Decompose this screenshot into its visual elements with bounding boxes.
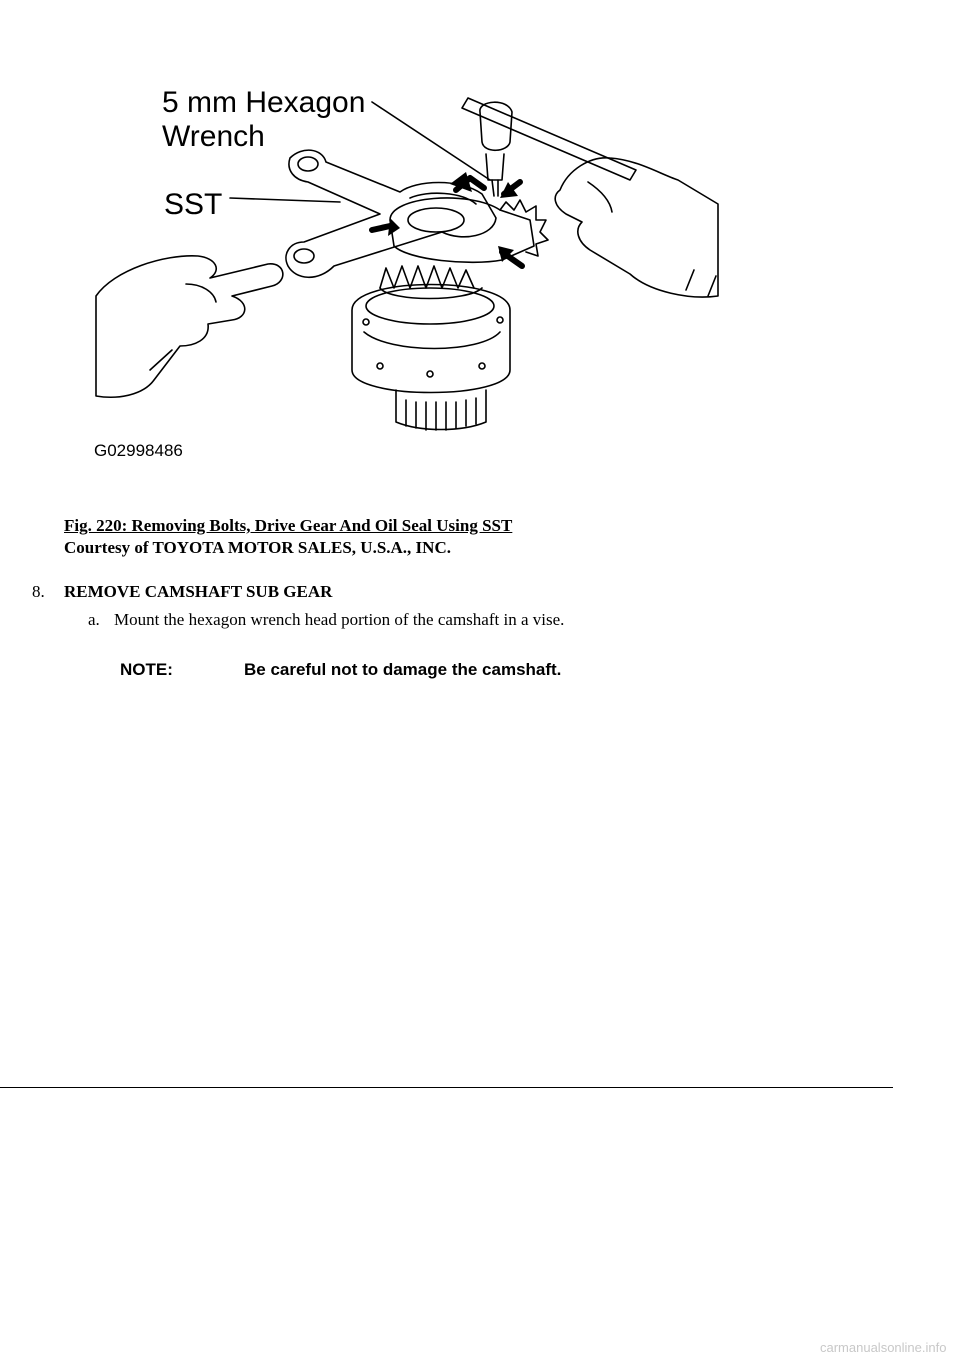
substep-text: Mount the hexagon wrench head portion of the camshaft in a vise. xyxy=(114,610,565,629)
gear-teeth xyxy=(380,266,474,288)
wrench-handle xyxy=(462,98,636,180)
procedure-substep xyxy=(88,610,564,630)
site-watermark: carmanualsonline.info xyxy=(820,1340,947,1355)
figure-caption: Fig. 220: Removing Bolts, Drive Gear And Oil Seal Using SST xyxy=(64,516,513,535)
hex-wrench-label-line2: Wrench xyxy=(162,120,265,153)
hex-wrench-leader xyxy=(372,102,490,180)
arrow-3 xyxy=(372,226,390,230)
substep-letter: a. xyxy=(88,610,100,629)
step-number: 8. xyxy=(32,582,45,601)
figure-code: G02998486 xyxy=(94,441,183,460)
right-hand xyxy=(555,158,718,297)
note-text: Be careful not to damage the camshaft. xyxy=(244,660,562,679)
left-hand xyxy=(96,256,283,397)
sst-leader xyxy=(230,198,340,202)
step-title: REMOVE CAMSHAFT SUB GEAR xyxy=(64,582,333,601)
procedure-step xyxy=(32,582,332,602)
caution-note xyxy=(120,660,561,680)
sst-label: SST xyxy=(164,188,223,221)
figure-credit: Courtesy of TOYOTA MOTOR SALES, U.S.A., INC. xyxy=(64,538,451,557)
hex-wrench-label-line1: 5 mm Hexagon xyxy=(162,86,366,119)
note-label: NOTE: xyxy=(120,660,173,679)
procedure-illustration xyxy=(90,70,730,465)
illustration-svg xyxy=(90,70,730,465)
sst-tool xyxy=(286,150,496,277)
page-divider xyxy=(0,1087,893,1088)
